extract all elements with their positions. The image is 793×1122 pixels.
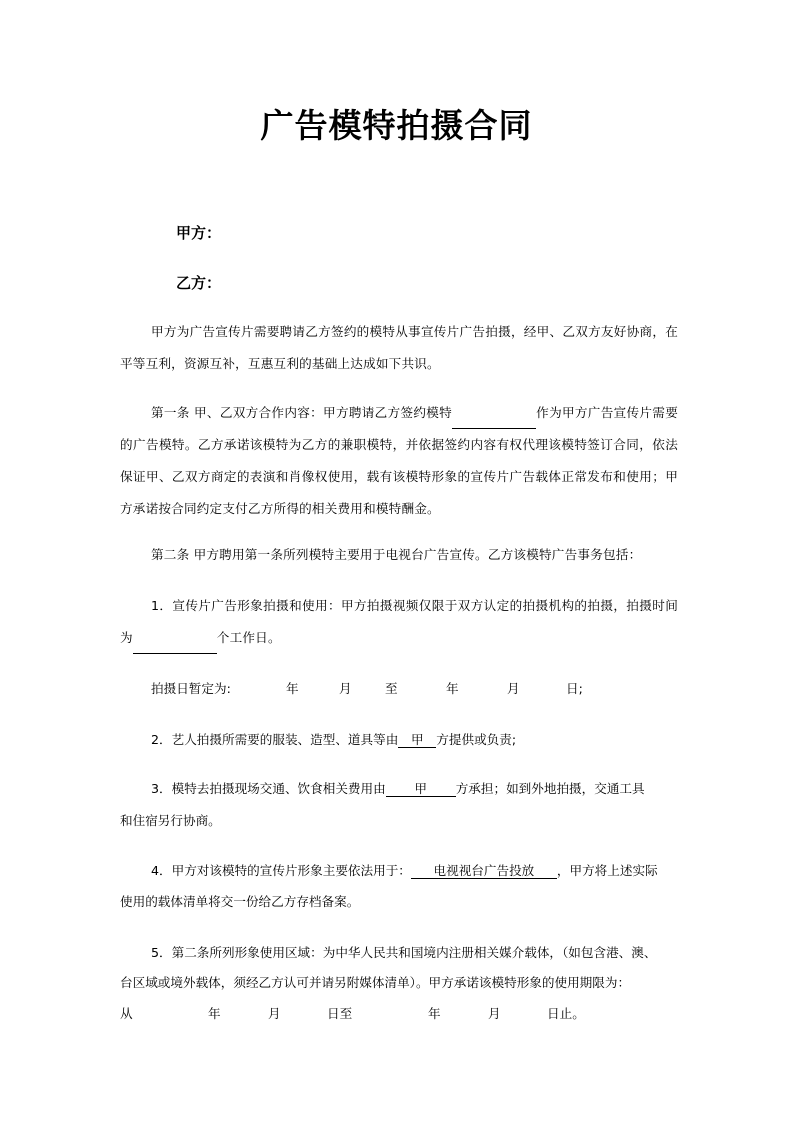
model-name-blank (452, 413, 536, 429)
shooting-date-to: 至 (385, 681, 398, 696)
item-3-line-2: 和住宿另行协商。 (120, 813, 221, 828)
article-2-paragraph: 第二条 甲方聘用第一条所列模特主要用于电视台广告宣传。乙方该模特广告事务包括： (151, 547, 642, 562)
item-4-fill: 电视视台广告投放 (411, 863, 557, 879)
item-3-line-1 (151, 778, 645, 797)
item-1-text-start: 1．宣传片广告形象拍摄和使用：甲方拍摄视频仅限于双方认定的拍摄机构的拍摄，拍摄时间为 (120, 598, 678, 645)
item-2-text-start: 2．艺人拍摄所需要的服装、造型、道具等由 (151, 732, 399, 747)
usage-period-day-end: 日止。 (547, 1006, 585, 1021)
shooting-date-month-2: 月 (507, 681, 520, 696)
item-3-fill: 甲 (386, 781, 456, 797)
usage-period-year-1: 年 (208, 1006, 221, 1021)
article-1-text-start: 第一条 甲、乙双方合作内容：甲方聘请乙方签约模特 (151, 405, 453, 420)
item-1-text-end: 个工作日。 (216, 630, 281, 645)
article-1-paragraph (120, 397, 678, 525)
item-3-text-start: 3．模特去拍摄现场交通、饮食相关费用由 (151, 781, 386, 796)
item-2-text-end: 方提供或负责; (436, 732, 517, 747)
party-a-label: 甲方： (176, 224, 222, 242)
intro-paragraph: 甲方为广告宣传片需要聘请乙方签约的模特从事宣传片广告拍摄，经甲、乙双方友好协商，在平等互利，资源互补，互惠互利的基础上达成如下共识。 (120, 324, 678, 371)
usage-period-year-2: 年 (428, 1006, 441, 1021)
usage-period-day-to: 日至 (327, 1006, 353, 1021)
document-title: 广告模特拍摄合同 (260, 106, 533, 145)
item-4-line-2: 使用的载体清单将交一份给乙方存档备案。 (120, 894, 360, 909)
party-b-label: 乙方： (176, 274, 222, 292)
item-5-line-2: 台区域或境外载体，须经乙方认可并请另附媒体清单）。甲方承诺该模特形象的使用期限为： (120, 975, 631, 990)
item-2-fill: 甲 (398, 732, 436, 748)
article-1-text-end: 作为甲方广告宣传片需要的广告模特。乙方承诺该模特为乙方的兼职模特，并依据签约内容有权代理该模特签订合同，依法保证甲、乙双方商定的表演和肖像权使用，载有该模特形象的宣传片广告载体正常发布和使用；甲方承诺按合同约定支付乙方所得的相关费用和模特酬金。 (120, 405, 679, 516)
item-4-text-end: ，甲方将上述实际 (556, 863, 658, 878)
shooting-date-year-2: 年 (446, 681, 459, 696)
usage-period-from: 从 (120, 1006, 133, 1021)
usage-period-month-1: 月 (268, 1006, 281, 1021)
item-4-text-start: 4．甲方对该模特的宣传片形象主要依法用于： (151, 863, 411, 878)
shooting-date-year-1: 年 (286, 681, 299, 696)
item-2-line (151, 729, 516, 748)
item-1-paragraph (120, 590, 678, 654)
shooting-date-day: 日; (566, 681, 583, 696)
item-5-line-1: 5．第二条所列形象使用区域：为中华人民共和国境内注册相关媒介载体，（如包含港、澳、 (151, 945, 657, 960)
working-days-blank (133, 638, 217, 654)
usage-period-month-2: 月 (488, 1006, 501, 1021)
shooting-date-month-1: 月 (339, 681, 352, 696)
shooting-date-label: 拍摄日暂定为: (151, 681, 231, 696)
item-3-text-end: 方承担；如到外地拍摄，交通工具 (455, 781, 645, 796)
item-4-line-1 (151, 860, 658, 879)
